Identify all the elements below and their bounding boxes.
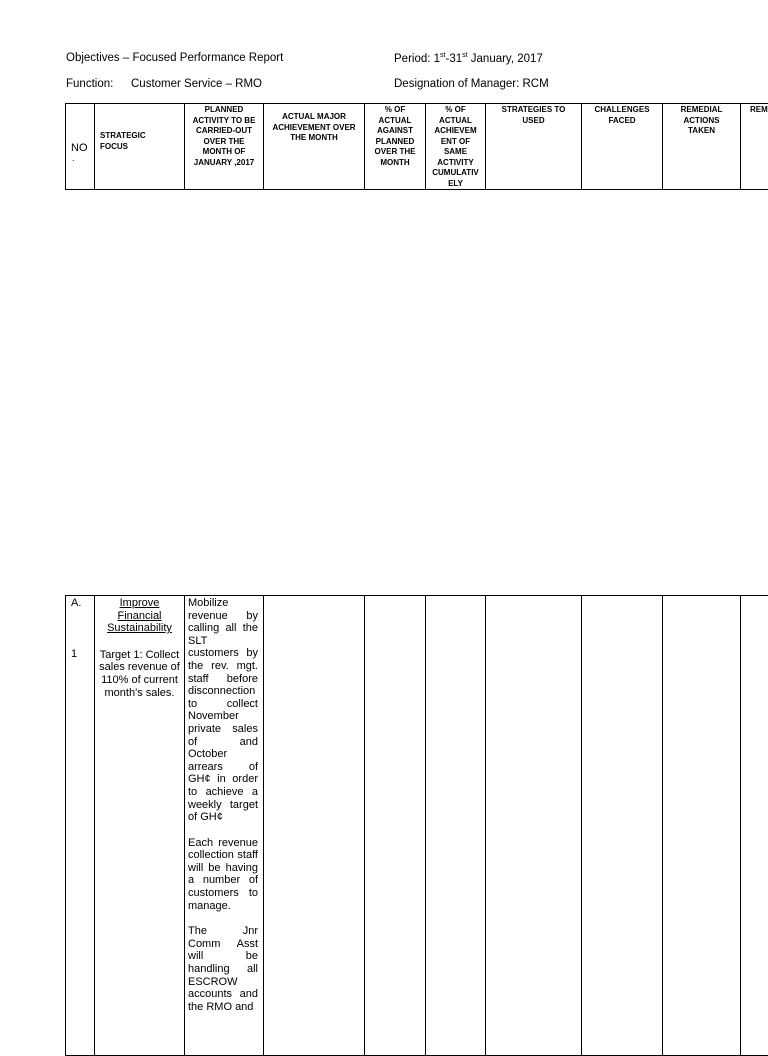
report-title: Objectives – Focused Performance Report	[66, 52, 283, 64]
period-start-day: 1	[434, 53, 440, 65]
col-header-strategies-label: STRATEGIES TO USED	[486, 104, 581, 126]
col-header-strategies	[486, 104, 582, 190]
col-header-no-label: NO	[66, 104, 94, 154]
col-header-no-dot: .	[66, 154, 94, 163]
col-header-remedial-label: REMEDIAL ACTIONS TAKEN	[663, 104, 740, 137]
pct-cumulative-cell	[426, 596, 486, 1056]
remarks-cell	[741, 596, 768, 1056]
manager-designation: Designation of Manager: RCM	[394, 78, 549, 90]
col-header-challenges-label: CHALLENGES FACED	[582, 104, 662, 126]
col-header-challenges	[582, 104, 663, 190]
planned-activity-paragraph-2: Each revenue collection staff will be having a number of customers to manage.	[185, 824, 263, 913]
strategic-focus-cell	[95, 596, 185, 1056]
col-header-strategic-focus-label: STRATEGIC FOCUS	[95, 104, 184, 152]
planned-activity-paragraph-1: Mobilize revenue by calling all the SLT customers by the rev. mgt. staff before disconnection to collect November private sales of and October arrears of GH¢ in order to achieve a weekly target of GH¢	[185, 596, 263, 824]
period-month-year: January, 2017	[468, 53, 543, 65]
col-header-strategic-focus	[95, 104, 185, 190]
row-number-cell	[66, 596, 95, 1056]
col-header-planned-activity-label: PLANNED ACTIVITY TO BE CARRIED-OUT OVER THE MONTH OF JANUARY ,2017	[185, 104, 263, 168]
col-header-remedial	[663, 104, 741, 190]
row-target-number: 1	[66, 610, 94, 661]
col-header-actual-achievement-label: ACTUAL MAJOR ACHIEVEMENT OVER THE MONTH	[264, 104, 364, 144]
pct-actual-planned-cell	[365, 596, 426, 1056]
col-header-pct-cumulative	[426, 104, 486, 190]
col-header-no	[66, 104, 95, 190]
row-section-letter: A.	[66, 596, 94, 610]
col-header-pct-actual-planned	[365, 104, 426, 190]
period-start-suffix: st	[440, 52, 445, 59]
period-separator: -31	[446, 53, 463, 65]
col-header-remarks	[741, 104, 768, 190]
period-label: Period:	[394, 53, 434, 65]
report-body-table	[65, 595, 768, 1056]
strategies-cell	[486, 596, 582, 1056]
col-header-remarks-label: REM	[741, 104, 768, 116]
challenges-cell	[582, 596, 663, 1056]
planned-activity-paragraph-3: The Jnr Comm Asst will be handling all ESCROW accounts and the RMO and	[185, 912, 263, 1013]
period-end-suffix: st	[462, 52, 467, 59]
col-header-planned-activity	[185, 104, 264, 190]
planned-activity-cell	[185, 596, 264, 1056]
function-value: Customer Service – RMO	[131, 78, 262, 90]
strategic-focus-title: Improve Financial Sustainability	[95, 596, 184, 635]
report-period	[394, 52, 543, 65]
col-header-pct-actual-planned-label: % OF ACTUAL AGAINST PLANNED OVER THE MONTH	[365, 104, 425, 168]
remedial-cell	[663, 596, 741, 1056]
actual-achievement-cell	[264, 596, 365, 1056]
col-header-actual-achievement	[264, 104, 365, 190]
function-label: Function:	[66, 78, 113, 90]
strategic-focus-target: Target 1: Collect sales revenue of 110% of current month's sales.	[95, 635, 184, 699]
report-header-table	[65, 103, 768, 190]
col-header-pct-cumulative-label: % OF ACTUAL ACHIEVEM ENT OF SAME ACTIVITY CUMULATIV ELY	[426, 104, 485, 189]
